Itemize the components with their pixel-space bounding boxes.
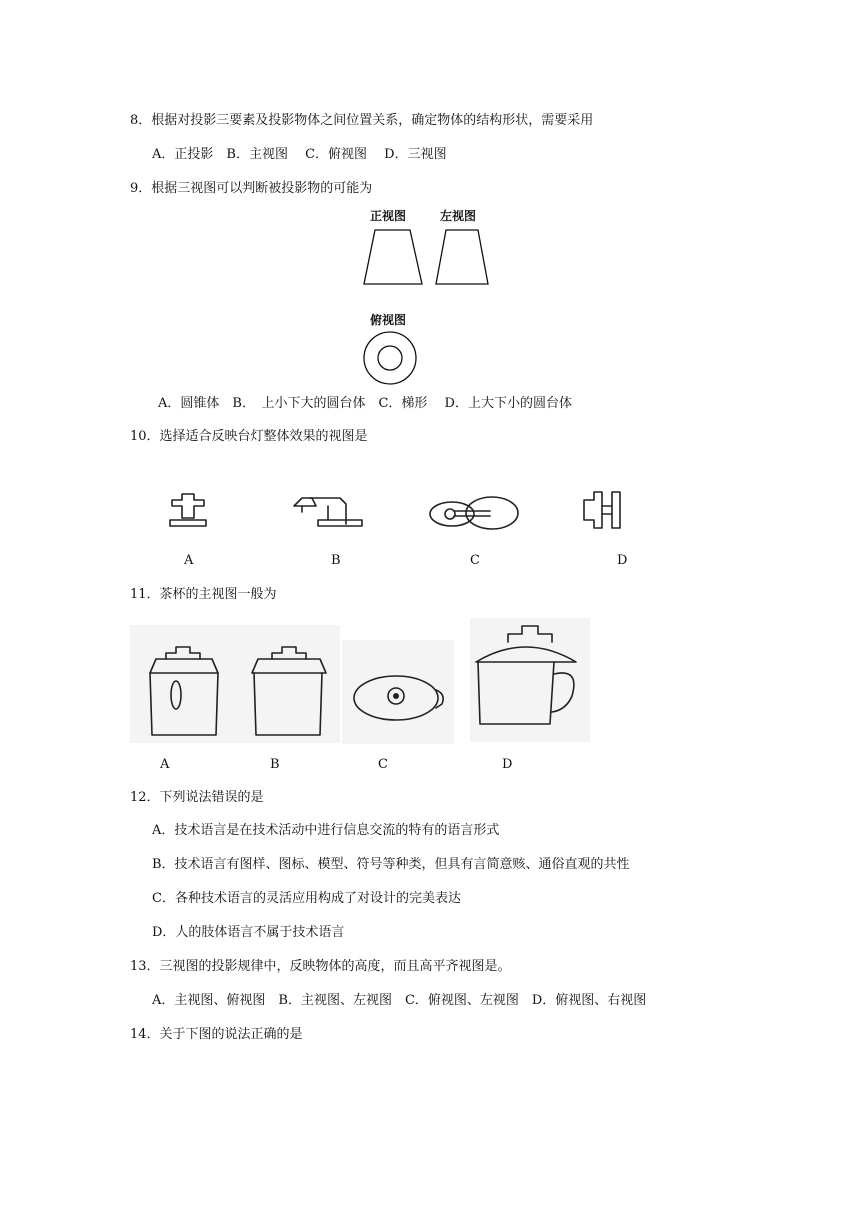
q9-front-view-figure [360,226,426,288]
q9-top-view-figure [362,330,418,386]
q12-option-d: D．人的肢体语言不属于技术语言 [152,925,345,940]
q11-choice-a: A [160,757,170,772]
q13-stem: 13．三视图的投影规律中，反映物体的高度，而且高平齐视图是。 [130,959,511,974]
q10-lamp-c-figure [426,494,522,532]
q12-stem: 12．下列说法错误的是 [130,790,264,805]
q11-choice-c: C [378,757,388,772]
q12-option-b: B．技术语言有图样、图标、模型、符号等种类，但具有言简意赅、通俗直观的共性 [152,857,630,872]
q10-lamp-b-figure [288,490,364,532]
q14-stem: 14．关于下图的说法正确的是 [130,1027,303,1042]
q13-options: A．主视图、俯视图 B．主视图、左视图 C．俯视图、左视图 D．俯视图、右视图 [152,993,647,1008]
q10-choice-c: C [470,553,480,568]
q11-cup-b-figure [240,625,340,743]
q11-cup-a-figure [130,625,240,743]
q10-lamp-a-figure [164,490,214,530]
q10-stem: 10．选择适合反映台灯整体效果的视图是 [130,429,368,444]
q10-lamp-d-figure [578,488,630,532]
q11-cup-d-figure [470,618,590,742]
q11-choice-d: D [502,757,513,772]
q12-option-c: C．各种技术语言的灵活应用构成了对设计的完美表达 [152,891,461,906]
q10-choice-a: A [184,553,194,568]
q9-front-view-label: 正视图 [370,209,407,223]
q9-left-view-figure [432,226,492,288]
q11-cup-c-figure [342,640,454,744]
q10-choice-d: D [617,553,628,568]
q9-left-view-label: 左视图 [440,209,477,223]
q9-top-view-label: 俯视图 [370,313,407,327]
q8-options: A．正投影 B．主视图 C．俯视图 D．三视图 [152,147,447,162]
q11-choice-b: B [270,757,280,772]
q11-stem: 11．茶杯的主视图一般为 [130,587,277,602]
q8-stem: 8．根据对投影三要素及投影物体之间位置关系，确定物体的结构形状，需要采用 [130,113,594,128]
q9-stem: 9．根据三视图可以判断被投影物的可能为 [130,181,373,196]
q12-option-a: A．技术语言是在技术活动中进行信息交流的特有的语言形式 [152,823,500,838]
q9-options: A．圆锥体 B． 上小下大的圆台体 C．梯形 D．上大下小的圆台体 [158,396,572,411]
q10-choice-b: B [331,553,341,568]
